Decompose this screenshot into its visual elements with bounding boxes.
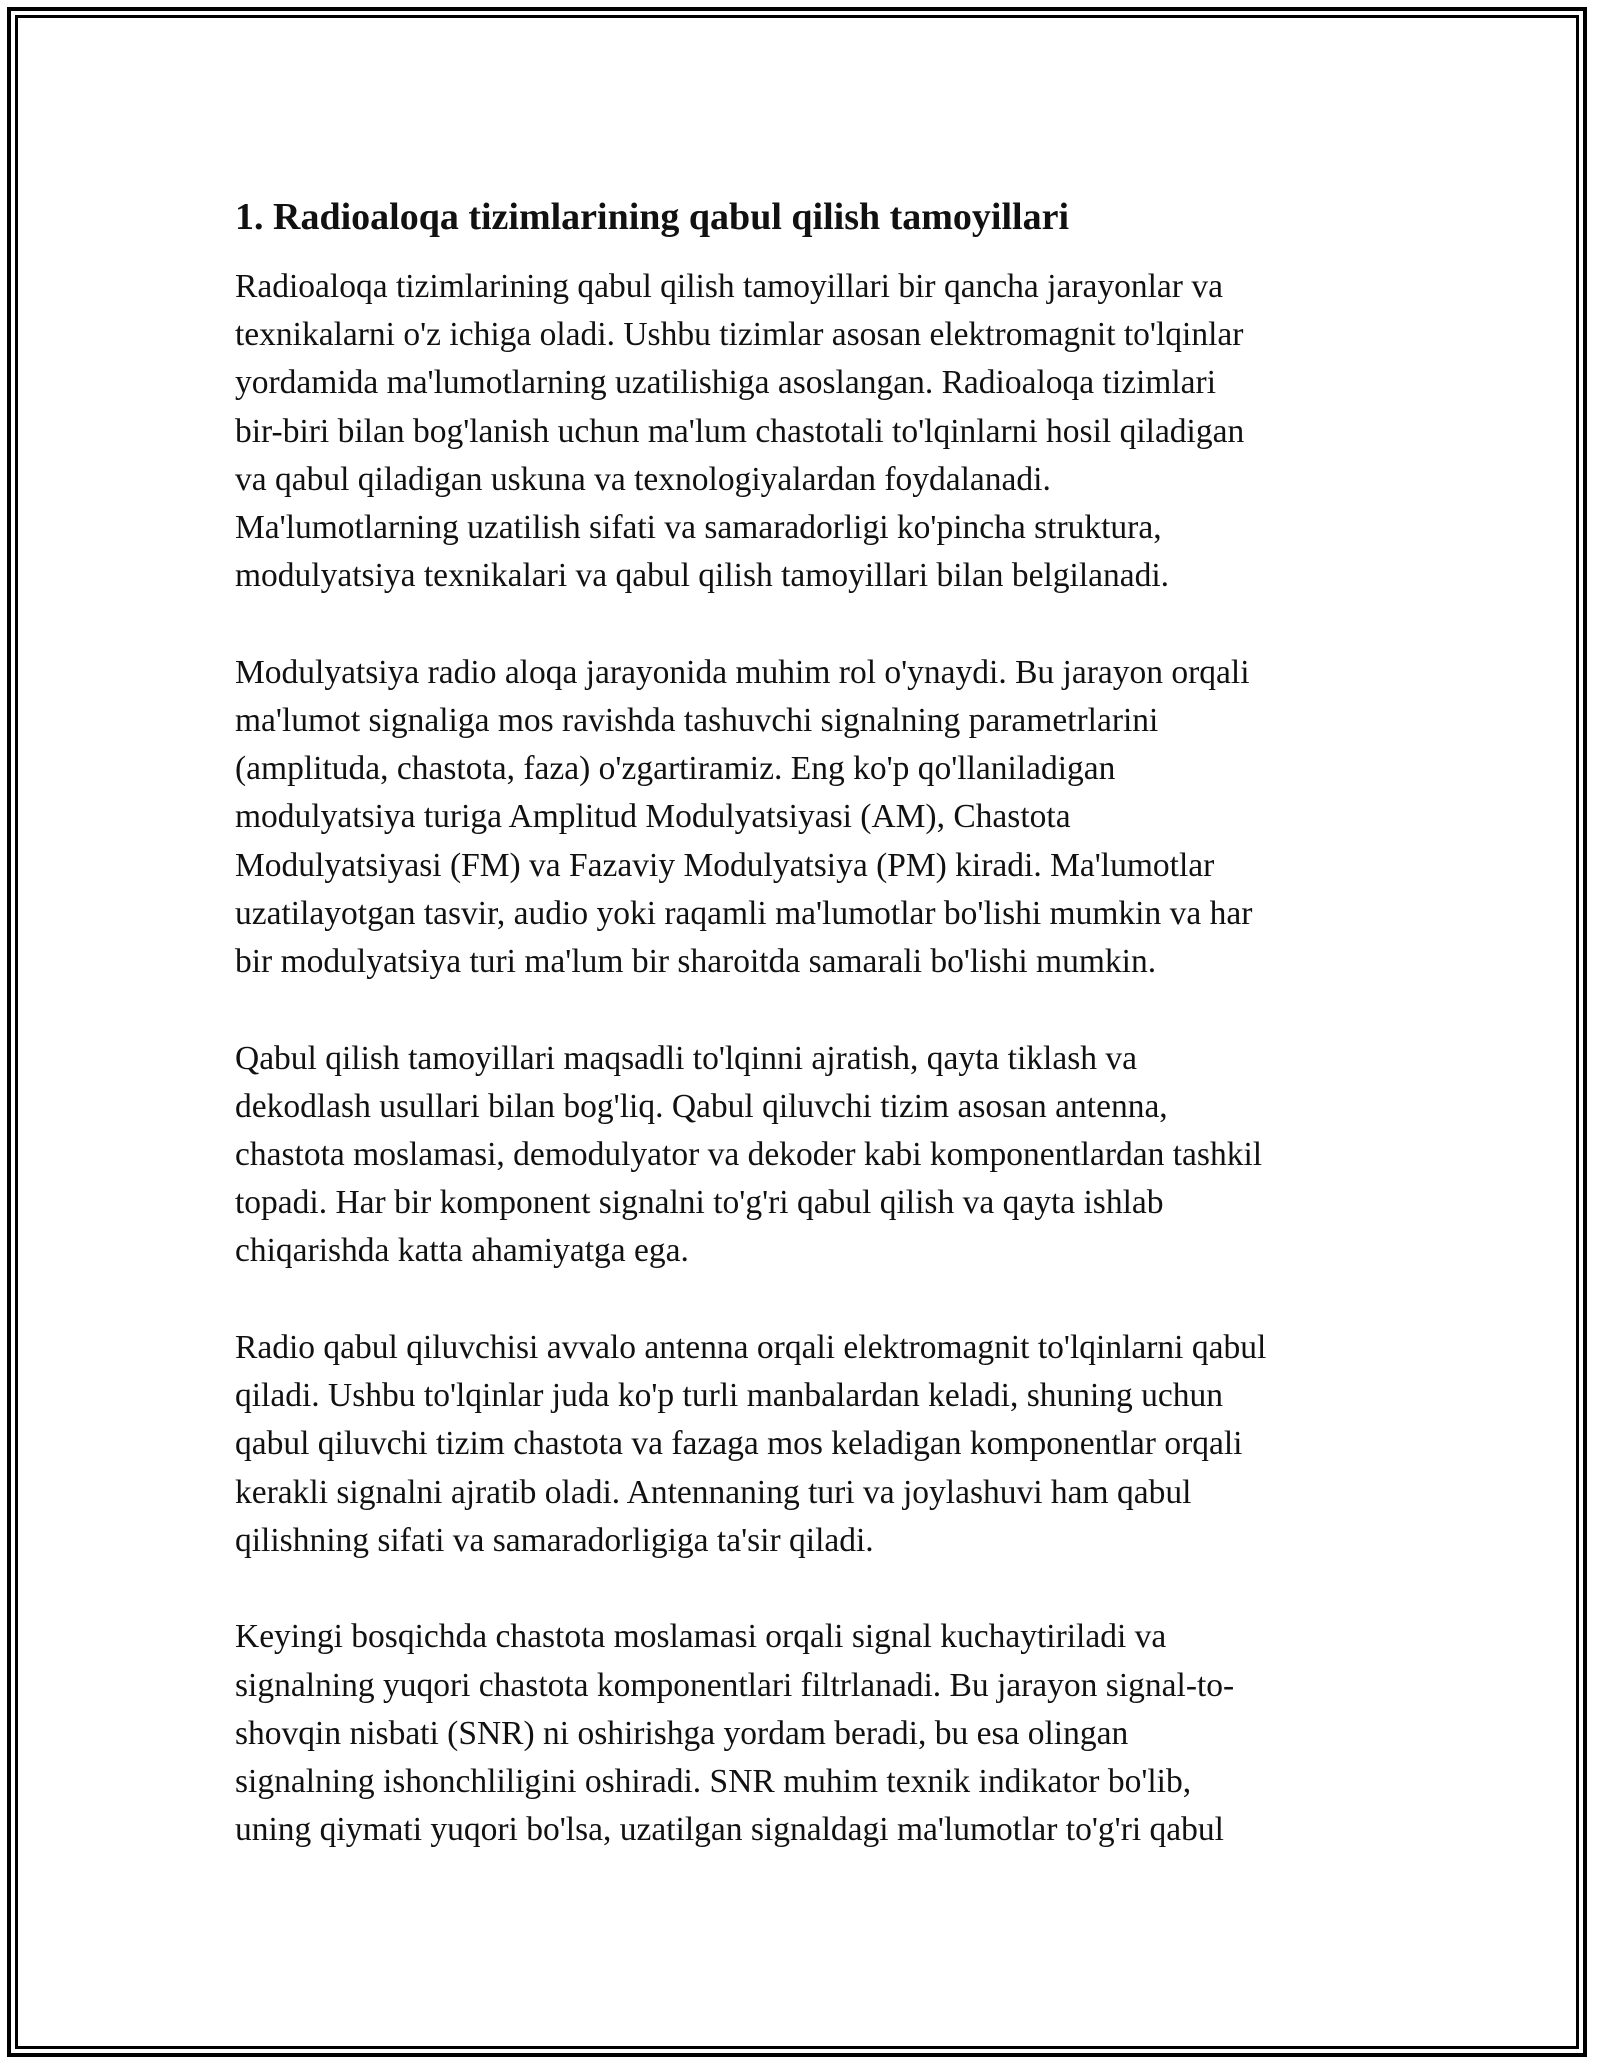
text-line: Qabul qilish tamoyillari maqsadli to'lqinni ajratish, qayta tiklash va bbox=[235, 1039, 1137, 1077]
text-line: chiqarishda katta ahamiyatga ega. bbox=[235, 1232, 689, 1270]
text-line: Modulyatsiya radio aloqa jarayonida muhim rol o'ynaydi. Bu jarayon orqali bbox=[235, 653, 1250, 691]
section-heading: 1. Radioaloqa tizimlarining qabul qilish tamoyillari bbox=[235, 196, 1070, 238]
text-line: qabul qiluvchi tizim chastota va fazaga mos keladigan komponentlar orqali bbox=[235, 1425, 1243, 1463]
text-line: texnikalarni o'z ichiga oladi. Ushbu tizimlar asosan elektromagnit to'lqinlar bbox=[235, 316, 1244, 354]
text-line: qilishning sifati va samaradorligiga ta'sir qiladi. bbox=[235, 1521, 874, 1559]
document-body bbox=[235, 180, 1375, 1903]
paragraph-antenna bbox=[235, 1324, 1375, 1565]
paragraph-intro bbox=[235, 263, 1375, 600]
text-line: bir-biri bilan bog'lanish uchun ma'lum chastotali to'lqinlarni hosil qiladigan bbox=[235, 412, 1245, 450]
paragraph-reception-principles bbox=[235, 1035, 1375, 1276]
text-line: yordamida ma'lumotlarning uzatilishiga asoslangan. Radioaloqa tizimlari bbox=[235, 364, 1217, 402]
text-line: modulyatsiya texnikalari va qabul qilish tamoyillari bilan belgilanadi. bbox=[235, 557, 1170, 595]
text-line: uning qiymati yuqori bo'lsa, uzatilgan signaldagi ma'lumotlar to'g'ri qabul bbox=[235, 1811, 1224, 1849]
paragraph-frequency-stage bbox=[235, 1613, 1375, 1854]
text-line: Keyingi bosqichda chastota moslamasi orqali signal kuchaytiriladi va bbox=[235, 1618, 1167, 1656]
text-line: modulyatsiya turiga Amplitud Modulyatsiyasi (AM), Chastota bbox=[235, 798, 1071, 836]
text-line: dekodlash usullari bilan bog'liq. Qabul qiluvchi tizim asosan antenna, bbox=[235, 1087, 1168, 1125]
text-line: Ma'lumotlarning uzatilish sifati va samaradorligi ko'pincha struktura, bbox=[235, 509, 1162, 547]
paragraph-modulation bbox=[235, 649, 1375, 986]
text-line: va qabul qiladigan uskuna va texnologiyalardan foydalanadi. bbox=[235, 460, 1051, 498]
text-line: ma'lumot signaliga mos ravishda tashuvchi signalning parametrlarini bbox=[235, 702, 1159, 740]
text-line: Radio qabul qiluvchisi avvalo antenna orqali elektromagnit to'lqinlarni qabul bbox=[235, 1329, 1267, 1367]
text-line: bir modulyatsiya turi ma'lum bir sharoitda samarali bo'lishi mumkin. bbox=[235, 943, 1157, 981]
text-line: shovqin nisbati (SNR) ni oshirishga yordam beradi, bu esa olingan bbox=[235, 1714, 1129, 1752]
text-line: kerakli signalni ajratib oladi. Antennaning turi va joylashuvi ham qabul bbox=[235, 1473, 1192, 1511]
text-line: Modulyatsiyasi (FM) va Fazaviy Modulyatsiya (PM) kiradi. Ma'lumotlar bbox=[235, 846, 1215, 884]
text-line: Radioaloqa tizimlarining qabul qilish tamoyillari bir qancha jarayonlar va bbox=[235, 268, 1223, 305]
text-line: qiladi. Ushbu to'lqinlar juda ko'p turli manbalardan keladi, shuning uchun bbox=[235, 1377, 1224, 1415]
text-line: signalning ishonchliligini oshiradi. SNR muhim texnik indikator bo'lib, bbox=[235, 1763, 1192, 1801]
text-line: chastota moslamasi, demodulyator va dekoder kabi komponentlardan tashkil bbox=[235, 1136, 1263, 1174]
text-line: uzatilayotgan tasvir, audio yoki raqamli ma'lumotlar bo'lishi mumkin va har bbox=[235, 894, 1253, 932]
text-line: (amplituda, chastota, faza) o'zgartiramiz. Eng ko'p qo'llaniladigan bbox=[235, 750, 1116, 788]
text-line: signalning yuqori chastota komponentlari filtrlanadi. Bu jarayon signal-to- bbox=[235, 1666, 1235, 1704]
text-line: topadi. Har bir komponent signalni to'g'ri qabul qilish va qayta ishlab bbox=[235, 1184, 1164, 1222]
